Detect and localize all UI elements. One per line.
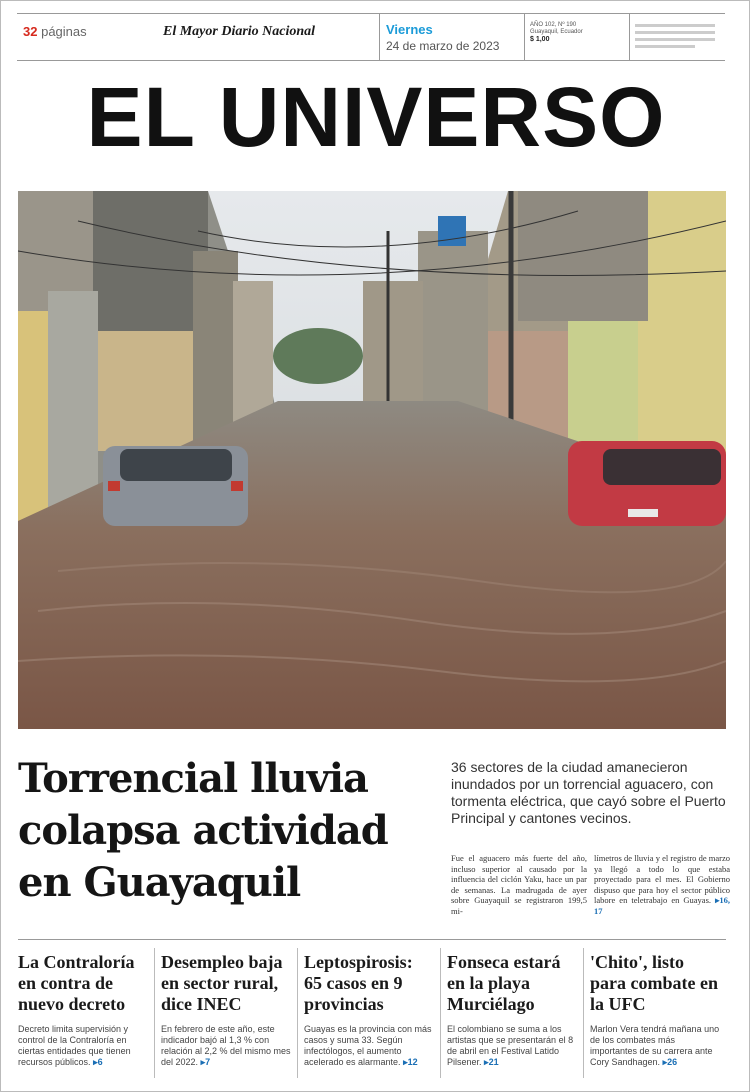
secondary-stories	[18, 948, 726, 1078]
date-box	[379, 14, 524, 60]
lead-headline[interactable]: Torrencial lluvia colapsa actividad en Guayaquil	[18, 755, 388, 906]
grey-car	[103, 446, 248, 526]
story-title: 'Chito', listo para combate en la UFC	[590, 952, 718, 1014]
lead-body-column-1: Fue el aguacero más fuerte del año, incluso superior al causado por la influencia del ciclón Yaku, hace un par de semanas. La madrugada de ayer sobre Guayaquil se registraron 199,5 mi-	[451, 853, 587, 916]
edition-number: AÑO 102, Nº 190	[530, 22, 577, 28]
story-summary: Marlon Vera tendrá mañana uno de los combates más importantes de su carrera ante Cory Sandhagen. ▸26	[590, 1024, 720, 1067]
story-summary: El colombiano se suma a los artistas que se presentarán el 8 de abril en el Festival Latido Pilsener. ▸21	[447, 1024, 574, 1067]
fine-print-box	[629, 14, 725, 60]
story-summary: Decreto limita supervisión y control de la Contraloría en ciertas entidades que tienen recursos públicos. ▸6	[18, 1024, 131, 1067]
lead-body-column-2: límetros de lluvia y el registro de marzo ya llegó a todo lo que estaba proyectado para el mes. El Gobierno dispuso que para hoy el sector público labore en teletrabajo en Guayas. ▸16, 17	[594, 853, 730, 916]
page-reference[interactable]: ▸6	[93, 1057, 103, 1067]
edition-city: Guayaquil, Ecuador	[530, 29, 583, 35]
story-desempleo[interactable]	[161, 948, 298, 1078]
newspaper-motto: El Mayor Diario Nacional	[163, 24, 316, 39]
story-fonseca[interactable]	[447, 948, 584, 1078]
red-car	[568, 441, 726, 526]
page-reference[interactable]: ▸21	[484, 1057, 499, 1067]
story-title: Desempleo baja en sector rural, dice INEC	[161, 952, 283, 1014]
page-reference[interactable]: ▸12	[403, 1057, 418, 1067]
story-contraloria[interactable]	[18, 948, 155, 1078]
section-divider	[18, 939, 726, 940]
masthead-logo: EL UNIVERSO	[86, 70, 666, 164]
flooded-street-photo	[18, 191, 726, 729]
lead-deck: 36 sectores de la ciudad amanecieron inundados por un torrencial aguacero, con tormenta eléctrica, que cayó sobre el Puerto Principal y cantones vecinos.	[451, 759, 726, 826]
story-leptospirosis[interactable]	[304, 948, 441, 1078]
edition-info	[524, 14, 629, 60]
story-title: Fonseca estará en la playa Murciélago	[447, 952, 561, 1014]
issue-price: $ 1,00	[530, 36, 550, 43]
issue-date: 24 de marzo de 2023	[386, 39, 500, 53]
page-reference[interactable]: ▸26	[662, 1057, 678, 1067]
weekday: Viernes	[386, 22, 433, 37]
story-summary: Guayas es la provincia con más casos y suma 33. Según infectólogos, el aumento acelerado es alarmante. ▸12	[304, 1024, 432, 1067]
page-reference[interactable]: ▸7	[200, 1057, 211, 1067]
story-chito-ufc[interactable]	[590, 948, 726, 1078]
page-count: 32 páginas	[23, 24, 87, 39]
page-reference[interactable]: ▸16, 17	[594, 895, 730, 916]
story-title: La Contraloría en contra de nuevo decreto	[18, 952, 135, 1014]
header-strip	[17, 13, 725, 61]
story-summary: En febrero de este año, este indicador bajó al 1,3 % con relación al 2,2 % del mismo mes del 2022. ▸7	[161, 1024, 291, 1067]
flood-scene-image	[18, 191, 726, 729]
story-title: Leptospirosis: 65 casos en 9 provincias	[304, 952, 413, 1014]
